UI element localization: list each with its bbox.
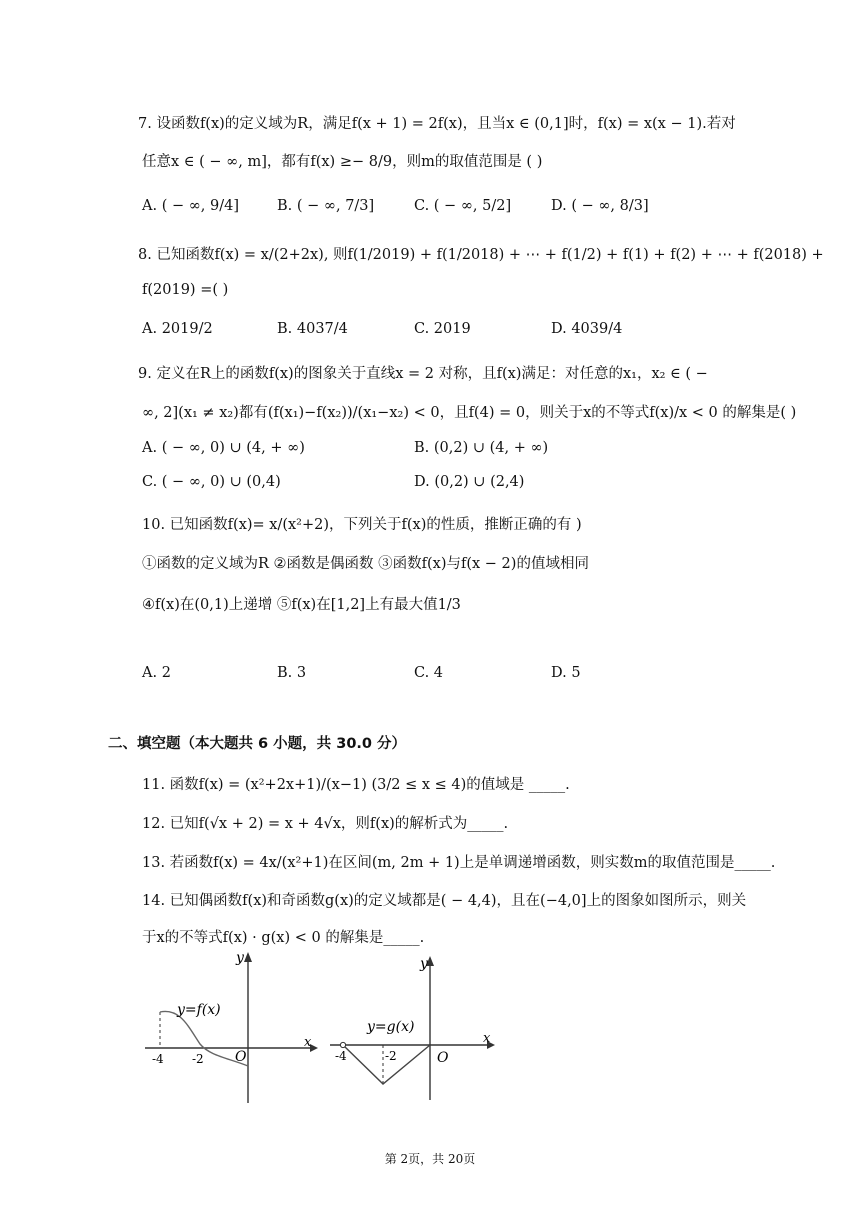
q14-line1: 14. 已知偶函数f(x)和奇函数g(x)的定义域都是( − 4,4)，且在(−4,0]上的图象如图所示，则关 [142, 893, 747, 909]
q10-line3: ④f(x)在(0,1)上递增 ⑤f(x)在[1,2]上有最大值1/3 [142, 597, 461, 613]
q9-line2: ∞, 2](x₁ ≠ x₂)都有(f(x₁)−f(x₂))/(x₁−x₂) < 0，且f(4) = 0，则关于x的不等式f(x)/x < 0 的解集是( ) [142, 405, 797, 421]
figure-g-graph [325, 952, 505, 1102]
q7-option-d: D. ( − ∞, 8/3] [551, 198, 649, 214]
f-origin-label: O [235, 1049, 247, 1065]
g-origin-label: O [437, 1050, 449, 1066]
q7-option-c: C. ( − ∞, 5/2] [414, 198, 512, 214]
q10-option-d: D. 5 [551, 665, 581, 681]
q13-line: 13. 若函数f(x) = 4x/(x²+1)在区间(m, 2m + 1)上是单调递增函数，则实数m的取值范围是_____. [142, 855, 776, 871]
section-heading: 二、填空题（本大题共 6 小题，共 30.0 分） [108, 736, 407, 752]
q12-line: 12. 已知f(√x + 2) = x + 4√x，则f(x)的解析式为_____. [142, 816, 509, 832]
figure-f-graph [140, 948, 320, 1108]
page-footer: 第 2页，共 20页 [384, 1152, 476, 1166]
f-curve-label: y=f(x) [177, 1002, 221, 1018]
g-x-label: x [483, 1031, 491, 1046]
f-tick-neg2: -2 [192, 1052, 204, 1066]
f-tick-neg4: -4 [152, 1052, 164, 1066]
g-y-label: y [420, 956, 428, 972]
q10-option-a: A. 2 [142, 665, 171, 681]
g-open-point [340, 1042, 345, 1047]
q9-option-a: A. ( − ∞, 0) ∪ (4, + ∞) [142, 440, 305, 456]
f-y-arrow [244, 952, 252, 962]
q9-option-b: B. (0,2) ∪ (4, + ∞) [414, 440, 549, 456]
q7-line1: 7. 设函数f(x)的定义域为R，满足f(x + 1) = 2f(x)，且当x ∈ (0,1]时，f(x) = x(x − 1).若对 [138, 116, 736, 132]
q7-option-b: B. ( − ∞, 7/3] [277, 198, 375, 214]
q9-option-d: D. (0,2) ∪ (2,4) [414, 474, 525, 490]
q11-line: 11. 函数f(x) = (x²+2x+1)/(x−1) (3/2 ≤ x ≤ 4)的值域是 _____. [142, 777, 570, 793]
q10-line2: ①函数的定义域为R ②函数是偶函数 ③函数f(x)与f(x − 2)的值域相同 [142, 556, 589, 572]
q8-line1: 8. 已知函数f(x) = x/(2+2x), 则f(1/2019) + f(1/2018) + ⋯ + f(1/2) + f(1) + f(2) + ⋯ + f(2018) + [138, 247, 824, 263]
f-y-label: y [236, 950, 244, 966]
g-curve-label: y=g(x) [367, 1019, 415, 1035]
q9-option-c: C. ( − ∞, 0) ∪ (0,4) [142, 474, 281, 490]
q7-option-a: A. ( − ∞, 9/4] [142, 198, 240, 214]
q10-option-c: C. 4 [414, 665, 444, 681]
g-tick-neg4: -4 [335, 1049, 347, 1063]
q8-option-c: C. 2019 [414, 321, 471, 337]
q10-line1: 10. 已知函数f(x)= x/(x²+2)，下列关于f(x)的性质，推断正确的有 ) [142, 517, 582, 533]
q10-option-b: B. 3 [277, 665, 307, 681]
q8-option-b: B. 4037/4 [277, 321, 348, 337]
f-x-label: x [304, 1035, 312, 1050]
q9-line1: 9. 定义在R上的函数f(x)的图象关于直线x = 2 对称，且f(x)满足：对任意的x₁，x₂ ∈ ( − [138, 366, 708, 382]
g-tick-neg2: -2 [385, 1049, 397, 1063]
q8-line2: f(2019) =( ) [142, 282, 229, 298]
q7-line2: 任意x ∈ ( − ∞, m]，都有f(x) ≥− 8/9，则m的取值范围是 ( ) [142, 154, 543, 170]
q8-option-d: D. 4039/4 [551, 321, 623, 337]
q8-option-a: A. 2019/2 [142, 321, 213, 337]
q14-line2: 于x的不等式f(x) · g(x) < 0 的解集是_____. [142, 930, 425, 946]
